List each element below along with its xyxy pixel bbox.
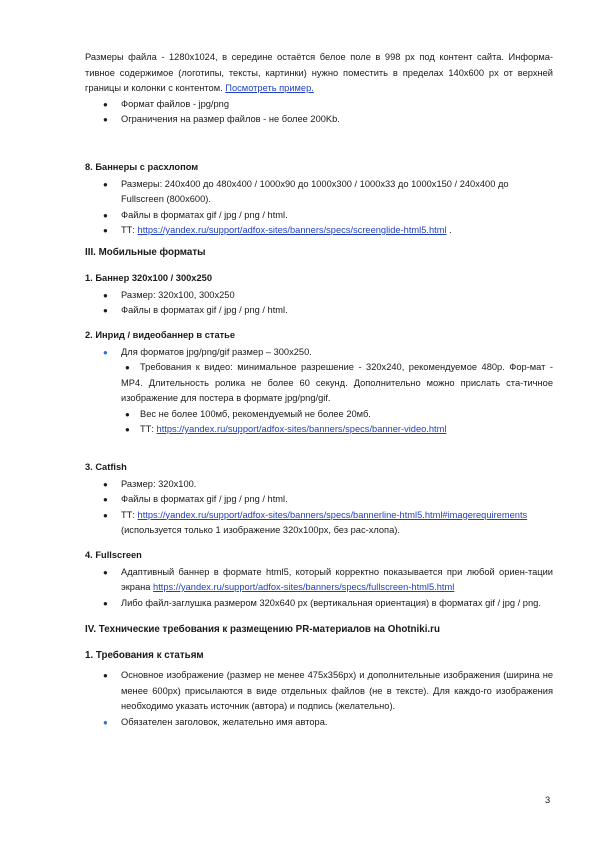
section-heading: 1. Требования к статьям (85, 650, 204, 661)
section-heading: 2. Инрид / видеобаннер в статье (85, 329, 236, 340)
list-item: ● Вес не более 100мб, рекомендуемый не более 20мб. (85, 407, 553, 423)
list-item: ● Для форматов jpg/png/gif размер – 300х250. (85, 345, 553, 361)
banner-list (85, 565, 553, 612)
banner-list (85, 477, 553, 539)
fullscreen-link[interactable]: https://yandex.ru/support/adfox-sites/banners/specs/fullscreen-html5.html (153, 582, 455, 592)
bullet-icon: ● (103, 99, 108, 109)
bullet-icon: ● (103, 306, 108, 315)
bannerline-link[interactable]: https://yandex.ru/support/adfox-sites/banners/specs/bannerline-html5.html#imagerequirements (137, 509, 528, 520)
intro-paragraph: Размеры файла - 1280х1024, в середине остаётся белое поле в 998 px под контент сайта. Информа-тивное содержимое (логотипы, тексты, картинки) нужно поместить в пределах 140х600 px от верхней границы и колонки с контентом. Посмотреть пример. (85, 52, 553, 93)
list-item: ● Адаптивный баннер в формате html5, который корректно показывается при любой ориен-тации экрана https://yandex.ru/support/adfox-sites/banners/specs/fullscreen-html5.html (103, 566, 553, 592)
bullet-icon: ● (125, 409, 130, 419)
list-item: ● ТТ: https://yandex.ru/support/adfox-sites/banners/specs/screenglide-html5.html . (85, 223, 553, 239)
bullet-icon: ● (103, 567, 108, 577)
intro-bullets (85, 97, 553, 128)
bullet-icon: ● (103, 495, 108, 504)
list-item: ● Размер: 320х100. (85, 477, 553, 493)
bullet-icon: ● (103, 347, 108, 357)
requirements-list (85, 668, 553, 730)
bullet-icon: ● (103, 598, 108, 608)
list-item: ● Файлы в форматах gif / jpg / png / html. (85, 492, 553, 508)
banner-list (85, 177, 553, 239)
bullet-icon: ● (125, 425, 130, 434)
list-item: ● Размеры: 240х400 до 480х400 / 1000х90 до 1000х300 / 1000х33 до 1000х150 / 240х400 до Fullscreen (800х600). (103, 178, 509, 204)
bullet-icon: ● (103, 717, 108, 727)
section-heading: 4. Fullscreen (85, 549, 142, 560)
example-link[interactable]: Посмотреть пример. (225, 83, 314, 93)
list-item: ● Обязателен заголовок, желательно имя автора. (85, 715, 553, 731)
bullet-icon: ● (103, 479, 108, 489)
banner-video-link[interactable]: https://yandex.ru/support/adfox-sites/banners/specs/banner-video.html (156, 424, 447, 434)
bullet-icon: ● (103, 115, 108, 124)
bullet-icon: ● (125, 363, 130, 372)
bullet-icon: ● (103, 510, 108, 520)
list-item: ● Файлы в форматах gif / jpg / png / html. (85, 303, 553, 319)
list-item: ● ТТ: https://yandex.ru/support/adfox-sites/banners/specs/bannerline-html5.html#imagerequirements (используется только 1 изображение 320х100px, без рас-хлопа). (103, 509, 528, 535)
list-item: ● Основное изображение (размер не менее 475х356px) и дополнительные изображения (ширина не менее 600px) присылаются в виде отдельных файлов (не в тексте). Для каждо-го изображения необходимо указать источник (автора) и подпись (желательно). (103, 670, 553, 711)
page-number: 3 (545, 795, 551, 805)
list-item: ● Либо файл-заглушка размером 320х640 px (вертикальная ориентация) в форматах gif / jpg / png. (85, 596, 553, 612)
chapter-heading: IV. Технические требования к размещению PR-материалов на Ohotniki.ru (85, 624, 440, 635)
banner-list (85, 288, 553, 319)
section-heading: 1. Баннер 320х100 / 300х250 (85, 272, 212, 283)
bullet-icon: ● (103, 290, 108, 300)
banner-list (85, 345, 553, 438)
bullet-icon: ● (103, 671, 108, 680)
list-item: ● Файлы в форматах gif / jpg / png / html. (85, 208, 553, 224)
list-item: ● Формат файлов - jpg/png (85, 97, 553, 113)
bullet-icon: ● (103, 179, 108, 189)
list-item: ● Размер: 320х100, 300х250 (85, 288, 553, 304)
list-item: ● Ограничения на размер файлов - не более 200Kb. (85, 112, 553, 128)
list-item: ● Требования к видео: минимальное разрешение - 320х240, рекомендуемое 480p. Фор-мат - MP4. Длительность ролика не более 60 секунд. Дополнительно можно прислать ста-тичное изображение для постера в формате jpg/png/gif. (121, 362, 553, 403)
section-heading: 8. Баннеры с расхлопом (85, 161, 199, 172)
screenglide-link[interactable]: https://yandex.ru/support/adfox-sites/banners/specs/screenglide-html5.html (137, 225, 447, 235)
bullet-icon: ● (103, 226, 108, 235)
bullet-icon: ● (103, 210, 108, 220)
chapter-heading: III. Мобильные форматы (85, 246, 206, 258)
section-heading: 3. Catfish (85, 461, 127, 472)
document-page (85, 50, 553, 730)
list-item: ● ТТ: https://yandex.ru/support/adfox-sites/banners/specs/banner-video.html (85, 422, 553, 438)
